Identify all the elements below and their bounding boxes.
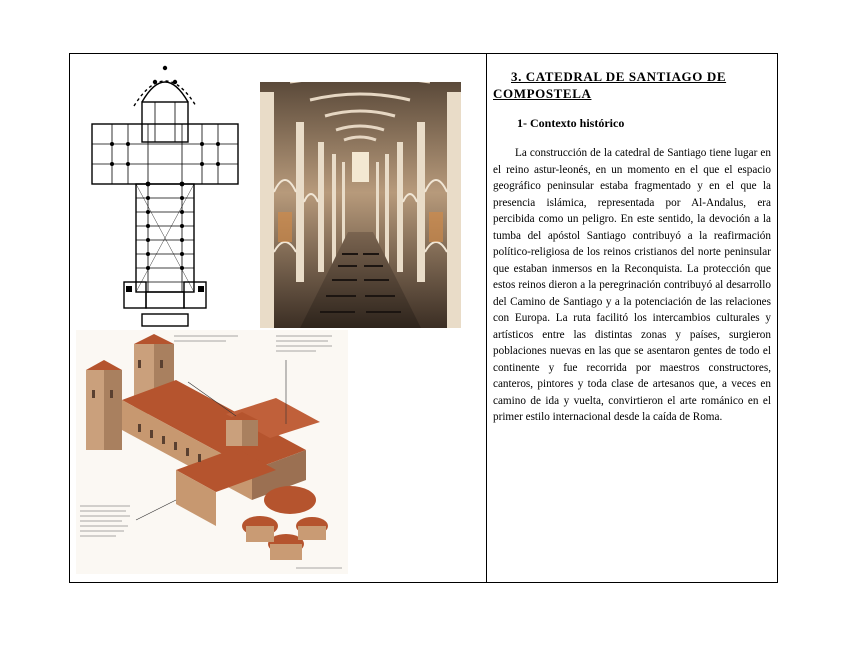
section-title	[493, 68, 771, 102]
section-title-line2: COMPOSTELA	[493, 86, 592, 101]
section-title-line1: 3. CATEDRAL DE SANTIAGO DE	[511, 69, 727, 84]
images-cell	[70, 54, 486, 582]
content-table	[69, 53, 778, 583]
subheading: 1- Contexto histórico	[517, 116, 625, 130]
isometric-cathedral-image	[76, 330, 348, 574]
text-cell	[487, 54, 777, 582]
nave-photo	[260, 82, 461, 328]
floor-plan-image	[84, 60, 246, 332]
body-paragraph: La construcción de la catedral de Santiago tiene lugar en el reino astur-leonés, en un momento en el que el espacio geográfico peninsular estaba fragmentado y en el que la presencia islámica, representada por Al-Andalus, era percibida como un peligro. En este sentido, la devoción a la tumba del apóstol Santiago contribuyó a la reafirmación político-religiosa de los reinos cristianos del norte peninsular que estaban inmersos en la Reconquista. La protección que estos reinos dieron a la peregrinación contribuyó al desarrollo del Camino de Santiago y a la potenciación de las relaciones con Europa. La ruta facilitó los intercambios culturales y artísticos entre las distintas zonas y países, surgieron poblaciones nuevas en las que se asentaron gentes de todo el continente y fue recorrida por maestros constructores, canteros, pintores y toda clase de artesanos que, a veces en camino de ida y vuelta, convirtieron el arte románico en el primer estilo internacional desde la caída de Roma.	[493, 147, 771, 423]
